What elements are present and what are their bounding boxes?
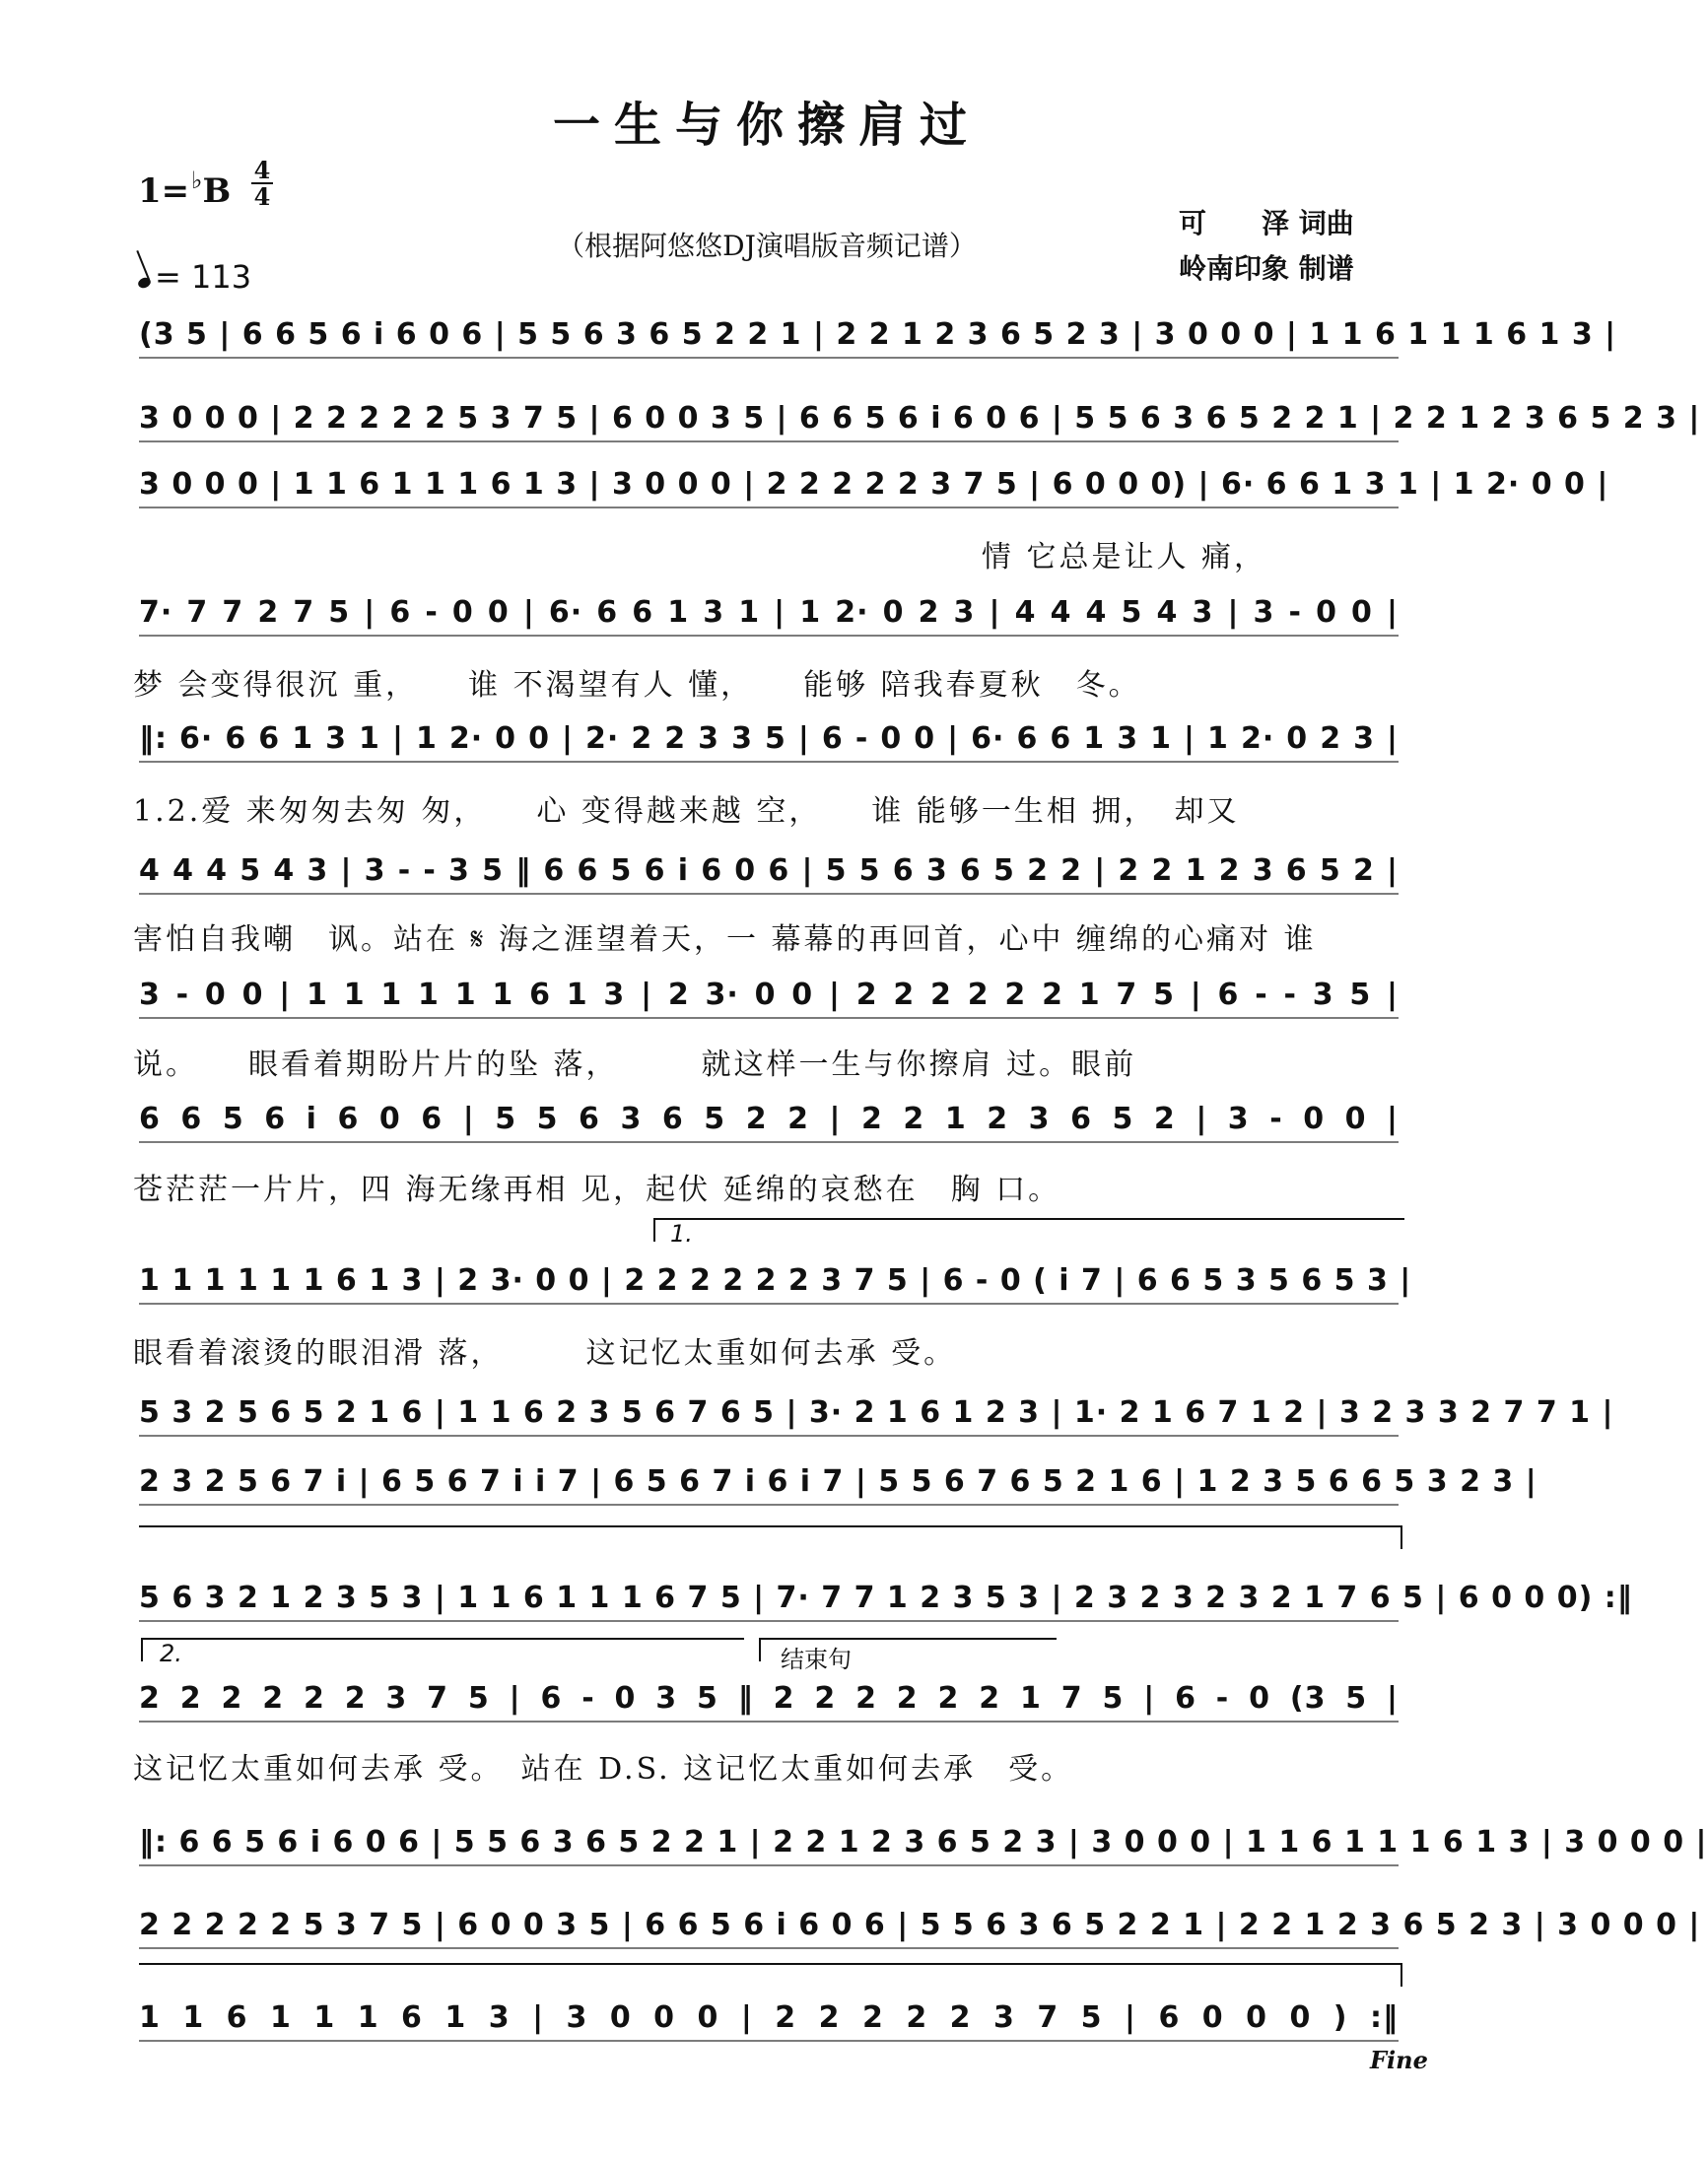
- lyric-line: 害怕自我嘲 讽。站在 𝄋 海之涯望着天，一 幕幕的再回首，心中 缠绵的心痛对 谁: [133, 922, 1317, 957]
- credits: [1179, 201, 1354, 292]
- notation-text: (3 5 | 6 6 5 6 i 6 0 6 | 5 5 6 3 6 5 2 2 1 | 2 2 1 2 3 6 5 2 3 | 3 0 0 0 | 1 1 6 1 1 1 6 1 3 |: [139, 317, 1617, 352]
- beam-line: [139, 1303, 1399, 1305]
- notation-text: 3 0 0 0 | 1 1 6 1 1 1 6 1 3 | 3 0 0 0 | 2 2 2 2 2 3 7 5 | 6 0 0 0) | 6· 6 6 1 3 1 | 1 2· 0 0 |: [139, 467, 1609, 502]
- key-signature: [138, 166, 231, 211]
- time-bottom: 4: [253, 182, 271, 211]
- notation-text: 2 2 2 2 2 2 3 7 5 | 6 - 0 3 5 ‖ 2 2 2 2 2 2 1 7 5 | 6 - 0 (3 5 |: [139, 1681, 1399, 1716]
- notation-row: [133, 313, 1617, 361]
- beam-line: [139, 1504, 1399, 1506]
- time-top: 4: [253, 156, 271, 184]
- notation-row: [133, 1904, 1701, 1951]
- key-label: 1=: [138, 171, 190, 211]
- quarter-note-icon: [137, 276, 153, 290]
- notation-text: 2 2 2 2 2 5 3 7 5 | 6 0 0 3 5 | 6 6 5 6 i 6 0 6 | 5 5 6 3 6 5 2 2 1 | 2 2 1 2 3 6 5 2 3 | 3 0 0 0 |: [139, 1908, 1701, 1942]
- lyric-line: 苍茫茫一片片，四 海无缘再相 见，起伏 延绵的哀愁在 胸 口。: [133, 1173, 1061, 1207]
- lyric-line: 梦 会变得很沉 重， 谁 不渴望有人 懂， 能够 陪我春夏秋 冬。: [133, 668, 1141, 703]
- volta-bracket-second: [141, 1638, 744, 1661]
- beam-line: [139, 1017, 1399, 1019]
- ending-label: 结束句: [781, 1646, 852, 1673]
- volta-label-first: 1.: [670, 1220, 693, 1248]
- notation-text: 5 6 3 2 1 2 3 5 3 | 1 1 6 1 1 1 6 7 5 | 7· 7 7 1 2 3 5 3 | 2 3 2 3 2 3 2 1 7 6 5 | 6 0 0 0) :‖: [139, 1581, 1633, 1615]
- lyric-line: 眼看着滚烫的眼泪滑 落， 这记忆太重如何去承 受。: [133, 1336, 957, 1371]
- beam-line: [139, 357, 1399, 359]
- notation-text: 4 4 4 5 4 3 | 3 - - 3 5 ‖ 6 6 5 6 i 6 0 6 | 5 5 6 3 6 5 2 2 | 2 2 1 2 3 6 5 2 |: [139, 853, 1399, 888]
- repeat-bracket: [139, 1963, 1402, 1987]
- tempo-value: = 113: [155, 258, 252, 296]
- notation-text: 3 0 0 0 | 2 2 2 2 2 5 3 7 5 | 6 0 0 3 5 | 6 6 5 6 i 6 0 6 | 5 5 6 3 6 5 2 2 1 | 2 2 1 2 3 6 5 2 3 |: [139, 401, 1701, 436]
- beam-line: [139, 635, 1399, 637]
- notation-text: 7· 7 7 2 7 5 | 6 - 0 0 | 6· 6 6 1 3 1 | 1 2· 0 2 3 | 4 4 4 5 4 3 | 3 - 0 0 |: [139, 595, 1399, 630]
- credit-lyrics: 可 泽 词曲: [1179, 207, 1354, 239]
- notation-row: [133, 849, 1404, 897]
- credit-score: 岭南印象 制谱: [1179, 252, 1354, 285]
- notation-row: [133, 1821, 1708, 1868]
- lyric-line: 这记忆太重如何去承 受。 站在 D.S. 这记忆太重如何去承 受。: [133, 1752, 1074, 1787]
- notation-text: ‖: 6· 6 6 1 3 1 | 1 2· 0 0 | 2· 2 2 3 3 5 | 6 - 0 0 | 6· 6 6 1 3 1 | 1 2· 0 2 3 |: [139, 721, 1399, 756]
- lyric-line: 情 它总是让人 痛，: [981, 540, 1266, 575]
- notation-row: [133, 1460, 1537, 1508]
- notation-text: 6 6 5 6 i 6 0 6 | 5 5 6 3 6 5 2 2 | 2 2 1 2 3 6 5 2 | 3 - 0 0 |: [139, 1102, 1399, 1136]
- flat-sign: ♭: [191, 166, 203, 194]
- notation-text: 3 - 0 0 | 1 1 1 1 1 1 6 1 3 | 2 3· 0 0 | 2 2 2 2 2 2 1 7 5 | 6 - - 3 5 |: [139, 978, 1399, 1012]
- notation-row: [133, 397, 1701, 444]
- lyric-line: 说。 眼看着期盼片片的坠 落， 就这样一生与你擦肩 过。眼前: [133, 1048, 1137, 1082]
- beam-line: [139, 761, 1399, 763]
- notation-text: 1 1 1 1 1 1 6 1 3 | 2 3· 0 0 | 2 2 2 2 2 2 3 7 5 | 6 - 0 ( i 7 | 6 6 5 3 5 6 5 3 |: [139, 1263, 1412, 1298]
- lyric-line: 1.2.爱 来匆匆去匆 匆， 心 变得越来越 空， 谁 能够一生相 拥， 却又: [133, 794, 1240, 829]
- beam-line: [139, 1864, 1399, 1866]
- notation-row: [133, 1677, 1404, 1724]
- notation-text: 2 3 2 5 6 7 i | 6 5 6 7 i i 7 | 6 5 6 7 i 6 i 7 | 5 5 6 7 6 5 2 1 6 | 1 2 3 5 6 6 5 3 2 3 |: [139, 1464, 1537, 1499]
- notation-row: [133, 1391, 1614, 1439]
- beam-line: [139, 507, 1399, 508]
- beam-line: [139, 1947, 1399, 1949]
- notation-row: [133, 1577, 1633, 1624]
- beam-line: [139, 893, 1399, 895]
- subtitle: （根据阿悠悠DJ演唱版音频记谱）: [557, 230, 977, 262]
- notation-text: 1 1 6 1 1 1 6 1 3 | 3 0 0 0 | 2 2 2 2 2 3 7 5 | 6 0 0 0 ) :‖: [139, 2000, 1399, 2035]
- beam-line: [139, 1620, 1399, 1622]
- notation-row: [133, 591, 1404, 639]
- notation-row: [133, 1098, 1404, 1145]
- fine-marking: Fine: [1370, 2046, 1428, 2074]
- volta-bracket-first: [653, 1218, 1404, 1242]
- notation-row: [133, 717, 1404, 765]
- notation-row: [133, 1259, 1412, 1307]
- time-signature: [251, 158, 273, 209]
- volta-label-second: 2.: [160, 1640, 182, 1667]
- notation-text: ‖: 6 6 5 6 i 6 0 6 | 5 5 6 3 6 5 2 2 1 | 2 2 1 2 3 6 5 2 3 | 3 0 0 0 | 1 1 6 1 1 1 6 1 3 | 3 0 0 0 |: [139, 1825, 1708, 1859]
- beam-line: [139, 1141, 1399, 1143]
- key-note: B: [202, 171, 232, 211]
- beam-line: [139, 2040, 1399, 2042]
- beam-line: [139, 1435, 1399, 1437]
- beam-line: [139, 1721, 1399, 1723]
- volta-bracket-continue: [139, 1525, 1402, 1549]
- beam-line: [139, 440, 1399, 442]
- song-title: 一生与你擦肩过: [552, 98, 981, 153]
- notation-text: 5 3 2 5 6 5 2 1 6 | 1 1 6 2 3 5 6 7 6 5 | 3· 2 1 6 1 2 3 | 1· 2 1 6 7 1 2 | 3 2 3 3 2 7 7 1 |: [139, 1395, 1614, 1430]
- notation-row: [133, 974, 1404, 1021]
- notation-row: [133, 463, 1609, 510]
- notation-row: [133, 1996, 1404, 2044]
